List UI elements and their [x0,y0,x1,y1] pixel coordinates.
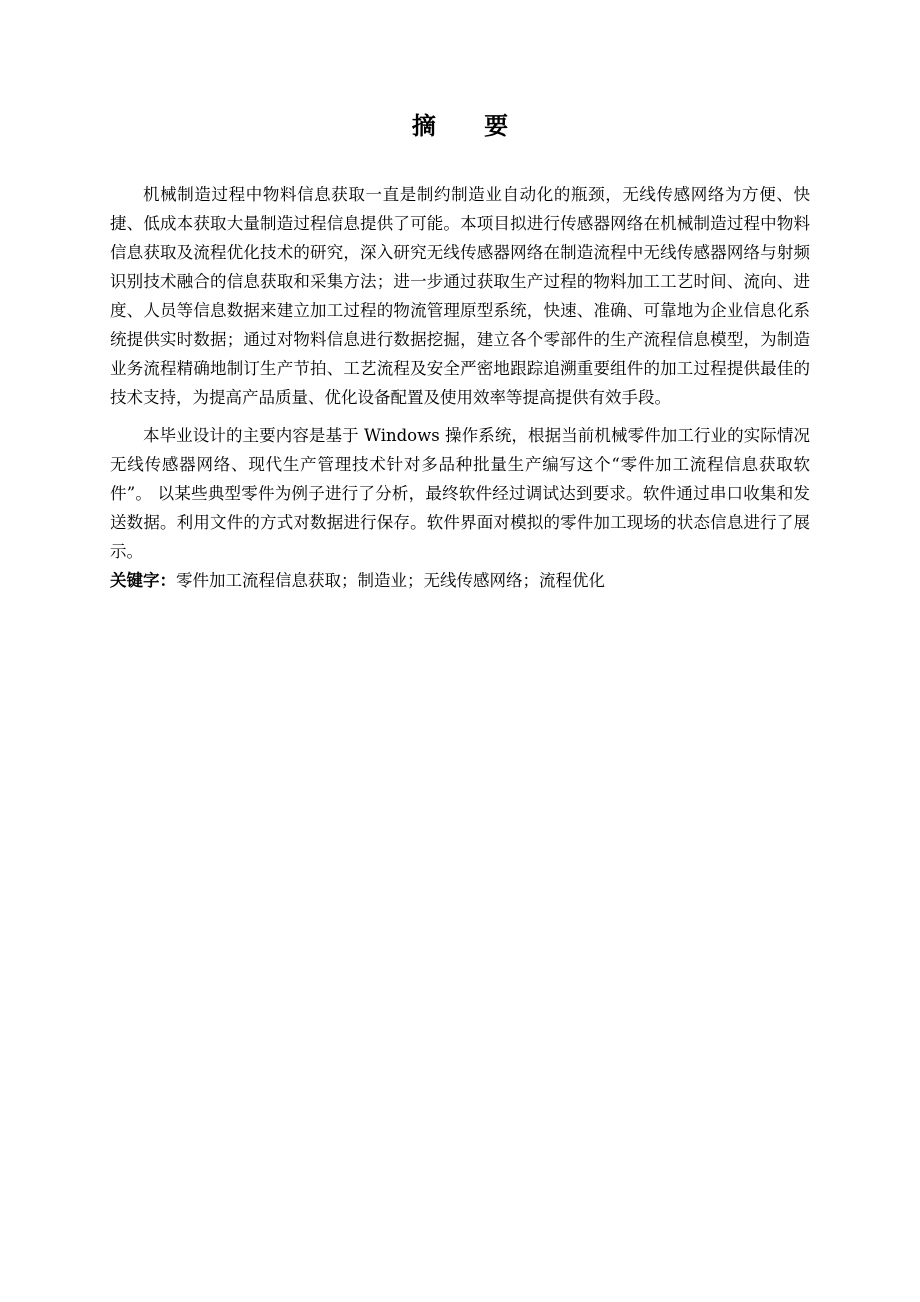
keywords-label: 关键字： [110,571,176,590]
page-title: 摘 要 [411,112,529,140]
abstract-body [110,180,810,595]
abstract-paragraph-1: 机械制造过程中物料信息获取一直是制约制造业自动化的瓶颈，无线传感网络为方便、快捷、低成本获取大量制造过程信息提供了可能。本项目拟进行传感器网络在机械制造过程中物料信息获取及流程优化技术的研究，深入研究无线传感器网络在制造流程中无线传感器网络与射频识别技术融合的信息获取和采集方法；进一步通过获取生产过程的物料加工工艺时间、流向、进度、人员等信息数据来建立加工过程的物流管理原型系统，快速、准确、可靠地为企业信息化系统提供实时数据；通过对物料信息进行数据挖掘，建立各个零部件的生产流程信息模型，为制造业务流程精确地制订生产节拍、工艺流程及安全严密地跟踪追溯重要组件的加工过程提供最佳的技术支持，为提高产品质量、优化设备配置及使用效率等提高提供有效手段。 [110,185,810,407]
keywords-text: 零件加工流程信息获取；制造业；无线传感网络；流程优化 [176,571,605,590]
keywords-line [110,566,810,595]
abstract-paragraph-2: 本毕业设计的主要内容是基于 Windows 操作系统，根据当前机械零件加工行业的实际情况无线传感器网络、现代生产管理技术针对多品种批量生产编写这个“零件加工流程信息获取软件”。 以某些典型零件为例子进行了分析，最终软件经过调试达到要求。软件通过串口收集和发送数据。利用文件的方式对数据进行保存。软件界面对模拟的零件加工现场的状态信息进行了展示。 [110,426,810,561]
